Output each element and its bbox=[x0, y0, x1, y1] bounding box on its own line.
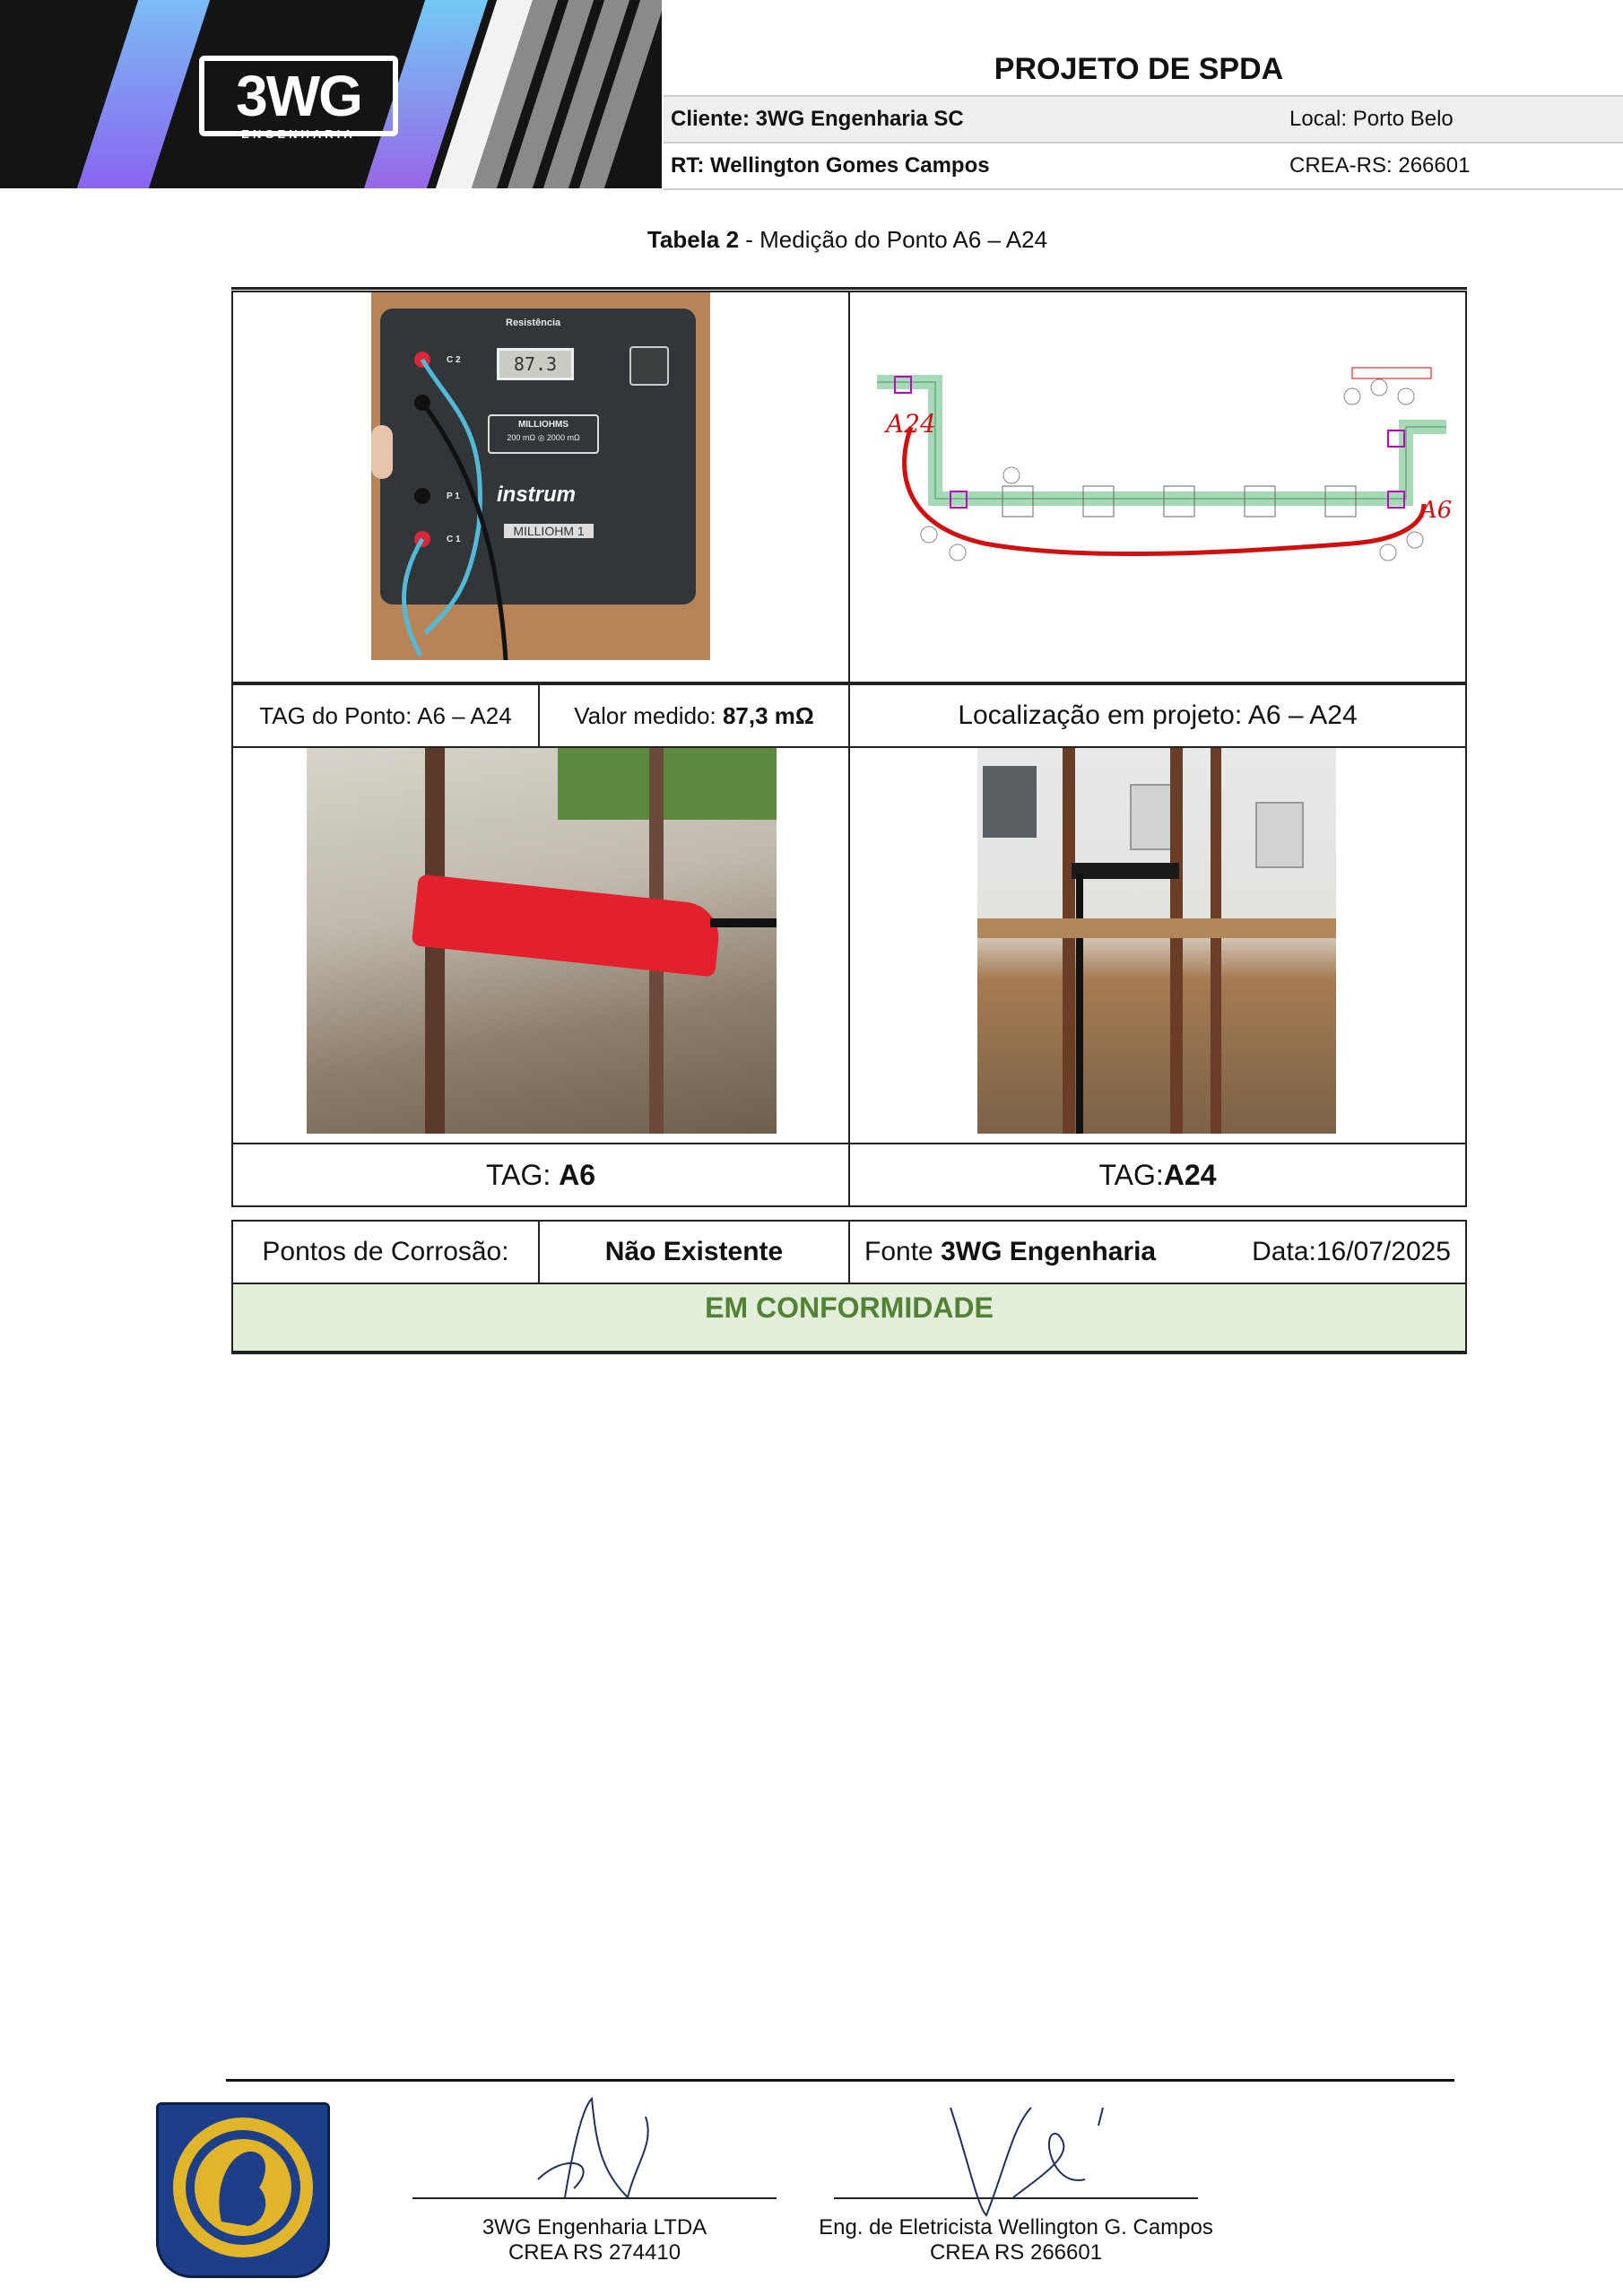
header-row-rt bbox=[664, 144, 1623, 188]
signature-wellington bbox=[933, 2090, 1130, 2233]
date-text: Data:16/07/2025 bbox=[1252, 1237, 1451, 1266]
site-plan-cell bbox=[848, 291, 1467, 683]
company-crea: CREA RS 274410 bbox=[508, 2240, 681, 2265]
meter-range-title: MILLIOHMS bbox=[517, 420, 569, 430]
corrosion-value: Não Existente bbox=[604, 1237, 784, 1266]
clamp-photo bbox=[307, 748, 777, 1134]
crea-label: CREA-RS: 266601 bbox=[1289, 153, 1471, 178]
site-photo-formwork bbox=[977, 918, 1336, 938]
tag-right-value: A24 bbox=[1163, 1158, 1217, 1191]
site-photo-window bbox=[1255, 802, 1304, 868]
test-lead-red bbox=[404, 539, 422, 656]
measured-value: 87,3 mΩ bbox=[722, 701, 814, 729]
plan-det-marker bbox=[921, 526, 937, 543]
test-leads bbox=[371, 292, 710, 660]
source-date-cell bbox=[848, 1220, 1467, 1284]
plan-mark-a6: A6 bbox=[1420, 497, 1453, 524]
terminal-c1-label: C 1 bbox=[447, 535, 461, 544]
logo-text: 3WG bbox=[236, 64, 361, 128]
company-logo bbox=[199, 56, 398, 136]
plan-det-marker bbox=[1380, 544, 1396, 561]
caption-number: Tabela 2 bbox=[647, 226, 740, 253]
hand bbox=[371, 425, 393, 479]
site-photo-clamp bbox=[1072, 863, 1179, 879]
table-top-border bbox=[231, 287, 1467, 290]
meter-photo-cell bbox=[231, 291, 850, 683]
crea-seal-emblem bbox=[159, 2105, 327, 2275]
plan-title-box bbox=[1352, 368, 1431, 378]
plan-det-marker bbox=[1398, 388, 1414, 404]
corrosion-label-cell bbox=[231, 1220, 540, 1284]
plan-det-marker bbox=[1407, 532, 1423, 548]
meter-model: MILLIOHM 1 bbox=[504, 524, 594, 538]
header-row-client bbox=[664, 97, 1623, 142]
location-cell bbox=[848, 683, 1467, 748]
site-photo bbox=[977, 748, 1336, 1134]
clamp-cable bbox=[710, 918, 777, 927]
measurement-table bbox=[231, 287, 1467, 1354]
table-caption bbox=[0, 226, 1623, 254]
meter-brand: instrum bbox=[497, 483, 577, 507]
terminal-p1-label: P 1 bbox=[447, 491, 460, 501]
header-divider bbox=[664, 188, 1623, 190]
rt-label: RT: Wellington Gomes Campos bbox=[671, 153, 990, 178]
plan-beam-top bbox=[877, 382, 1446, 499]
status-banner bbox=[231, 1283, 1467, 1354]
tag-point-cell bbox=[231, 683, 540, 748]
site-plan-drawing bbox=[850, 292, 1465, 682]
logo-banner bbox=[0, 0, 662, 188]
corrosion-label: Pontos de Corrosão: bbox=[262, 1237, 509, 1266]
company-name: 3WG Engenharia LTDA bbox=[482, 2215, 707, 2239]
measured-value-cell bbox=[538, 683, 850, 748]
meter-range: 200 mΩ ◎ 2000 mΩ bbox=[507, 433, 580, 442]
site-photo-rebar bbox=[1170, 748, 1183, 1134]
plan-det-marker bbox=[950, 544, 966, 561]
client-label: Cliente: 3WG Engenharia SC bbox=[671, 107, 964, 131]
caption-text: - Medição do Ponto A6 – A24 bbox=[739, 226, 1048, 253]
engineer-name: Eng. de Eletricista Wellington G. Campos bbox=[819, 2215, 1213, 2239]
signature-3wg bbox=[520, 2090, 699, 2215]
source-value: 3WG Engenharia bbox=[941, 1237, 1157, 1266]
meter-top-label: Resistência bbox=[506, 317, 561, 328]
site-photo-window bbox=[983, 766, 1037, 838]
tag-left-value: A6 bbox=[559, 1158, 596, 1191]
plan-det-marker bbox=[1371, 379, 1387, 396]
company-signature-block bbox=[412, 2215, 777, 2266]
terminal-c2-label: C 2 bbox=[447, 355, 461, 365]
footer-divider bbox=[226, 2079, 1454, 2082]
meter-display: 87.3 bbox=[497, 348, 574, 380]
signature-line-engineer bbox=[834, 2197, 1198, 2199]
engineer-crea: CREA RS 266601 bbox=[929, 2240, 1103, 2265]
tag-point-text: TAG do Ponto: A6 – A24 bbox=[259, 701, 512, 729]
site-photo-rebar bbox=[1063, 748, 1075, 1134]
engineer-signature-block bbox=[780, 2215, 1252, 2266]
tag-right-label: TAG: bbox=[1098, 1158, 1164, 1191]
source-text bbox=[864, 1237, 1156, 1267]
source-label: Fonte bbox=[864, 1237, 942, 1266]
crea-seal bbox=[156, 2102, 330, 2278]
tag-left-cell bbox=[231, 1143, 850, 1207]
clamp-photo-cell bbox=[231, 746, 850, 1144]
logo-subtext: ENGENHARIA bbox=[241, 127, 356, 141]
page-title: PROJETO DE SPDA bbox=[994, 52, 1284, 86]
tag-right-cell bbox=[848, 1143, 1467, 1207]
plan-det-marker bbox=[1344, 388, 1360, 404]
plan-beam-top-outline bbox=[877, 382, 1446, 499]
red-clamp bbox=[412, 874, 722, 977]
clamp-photo-grass bbox=[558, 748, 777, 820]
local-label: Local: Porto Belo bbox=[1289, 107, 1454, 131]
status-text: EM CONFORMIDADE bbox=[705, 1292, 994, 1324]
location-text: Localização em projeto: A6 – A24 bbox=[958, 700, 1358, 730]
plan-mark-a24: A24 bbox=[886, 409, 936, 439]
corrosion-value-cell bbox=[538, 1220, 850, 1284]
site-photo-cable bbox=[1076, 874, 1083, 1134]
tag-left-label: TAG: bbox=[485, 1158, 551, 1191]
site-photo-cell bbox=[848, 746, 1467, 1144]
signature-line-company bbox=[412, 2197, 777, 2199]
site-photo-rebar bbox=[1211, 748, 1221, 1134]
meter-photo bbox=[371, 292, 710, 660]
plan-det-marker bbox=[1003, 467, 1020, 483]
measured-label: Valor medido: bbox=[574, 701, 716, 729]
